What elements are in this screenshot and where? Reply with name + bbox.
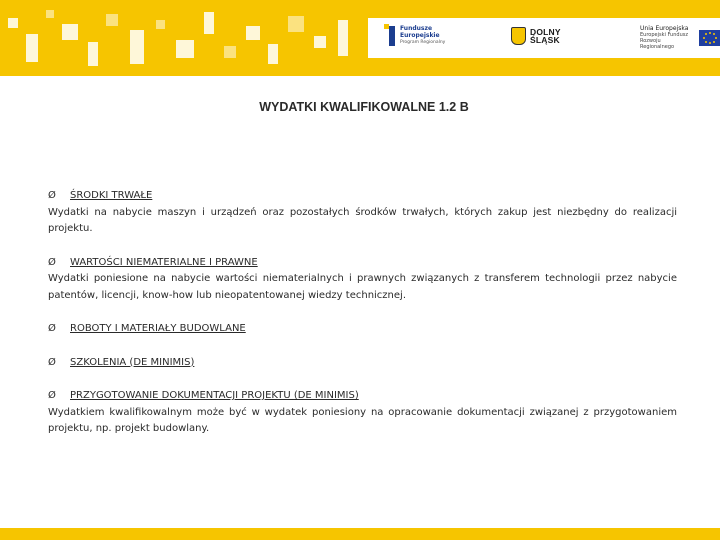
- item-heading: PRZYGOTOWANIE DOKUMENTACJI PROJEKTU (DE MINIMIS): [70, 390, 359, 401]
- eligible-costs-list: [48, 188, 677, 455]
- page-title: WYDATKI KWALIFIKOWALNE 1.2 B: [259, 100, 469, 114]
- list-item: [48, 188, 677, 238]
- decor-square: [288, 16, 304, 32]
- decor-square: [204, 12, 214, 34]
- logo-ds-line2: ŚLĄSK: [530, 35, 560, 45]
- item-heading: SZKOLENIA (DE MINIMIS): [70, 356, 195, 368]
- logo-ue-sub1: Europejski Fundusz: [640, 32, 688, 38]
- arrow-bullet-icon: Ø: [48, 190, 56, 201]
- arrow-bullet-icon: Ø: [48, 256, 56, 268]
- decor-square: [314, 36, 326, 48]
- decor-square: [224, 46, 236, 58]
- item-heading: ROBOTY I MATERIAŁY BUDOWLANE: [70, 323, 246, 334]
- item-description: Wydatki poniesione na nabycie wartości niematerialnych i prawnych związanych z transferem technologii przez nabycie patentów, licencji, know-how lub nieopatentowanej wiedzy technicznej.: [48, 273, 677, 301]
- logo-fe-line2: Europejskie: [400, 31, 440, 39]
- footer-band: [0, 528, 720, 540]
- fundusze-mark-icon: [384, 24, 396, 46]
- arrow-bullet-icon: Ø: [48, 390, 56, 401]
- decor-square: [62, 24, 78, 40]
- arrow-bullet-icon: Ø: [48, 323, 56, 334]
- item-heading: WARTOŚCI NIEMATERIALNE I PRAWNE: [70, 256, 258, 268]
- header-band: [0, 0, 720, 76]
- item-heading: ŚRODKI TRWAŁE: [70, 190, 153, 201]
- arrow-bullet-icon: Ø: [48, 356, 56, 368]
- decor-square: [176, 40, 194, 58]
- eu-flag-icon: [699, 30, 720, 46]
- decor-square: [246, 26, 260, 40]
- list-item: [48, 388, 677, 438]
- decor-square: [46, 10, 54, 18]
- logo-fe-line1: Fundusze: [400, 24, 433, 32]
- decor-square: [268, 44, 278, 64]
- dolny-slask-logo: [511, 27, 561, 45]
- item-description: Wydatkiem kwalifikowalnym może być w wydatek poniesiony na opracowanie dokumentacji związanej z przygotowaniem projektu, np. projekt budowlany.: [48, 406, 677, 434]
- fundusze-europejskie-logo: [384, 24, 445, 46]
- logo-ue-main: Unia Europejska: [640, 25, 689, 32]
- logo-ue-sub2: Rozwoju Regionalnego: [640, 38, 675, 50]
- decor-square: [8, 18, 18, 28]
- decor-square: [156, 20, 165, 29]
- decor-square: [88, 42, 98, 66]
- logo-ds-line1: DOLNY: [530, 27, 561, 37]
- list-item: [48, 255, 677, 305]
- eagle-crest-icon: [511, 27, 526, 45]
- list-item: [48, 321, 677, 338]
- logo-fe-sub: Program Regionalny: [400, 39, 446, 45]
- list-item: [48, 355, 677, 372]
- decor-square: [26, 34, 38, 62]
- item-description: Wydatki na nabycie maszyn i urządzeń oraz pozostałych środków trwałych, których zakup jest niezbędny do realizacji projektu.: [48, 206, 677, 234]
- decor-square: [130, 30, 144, 64]
- decor-square: [338, 20, 348, 56]
- decor-square: [106, 14, 118, 26]
- unia-europejska-logo: [640, 26, 720, 50]
